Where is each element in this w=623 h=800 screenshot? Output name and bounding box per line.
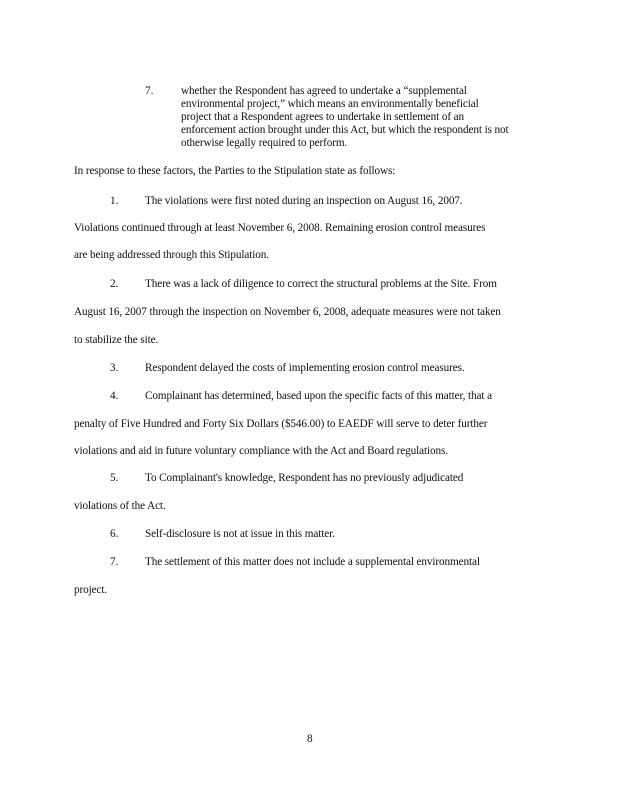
item-4-line-1: Complainant has determined, based upon the specific facts of this matter, that a <box>145 390 492 402</box>
item-1-line-3: are being addressed through this Stipulation. <box>74 249 269 261</box>
item-3-number: 3. <box>110 362 119 374</box>
item-1-line-2: Violations continued through at least November 6, 2008. Remaining erosion control measures <box>74 222 486 234</box>
item-4-line-3: violations and aid in future voluntary compliance with the Act and Board regulations. <box>74 445 448 457</box>
item-5-line-2: violations of the Act. <box>74 500 166 512</box>
factor-7-line-3: project that a Respondent agrees to undertake in settlement of an <box>181 111 465 123</box>
page-number: 8 <box>307 733 313 745</box>
item-1-number: 1. <box>110 195 119 207</box>
item-7-line-2: project. <box>74 584 108 596</box>
factor-7-line-2: environmental project,” which means an environmentally beneficial <box>181 98 479 110</box>
item-2-line-3: to stabilize the site. <box>74 334 159 346</box>
factor-7-line-4: enforcement action brought under this Act, but which the respondent is not <box>181 124 509 136</box>
item-6-line-1: Self-disclosure is not at issue in this matter. <box>145 528 335 540</box>
factor-7-line-5: otherwise legally required to perform. <box>181 137 348 149</box>
intro-sentence: In response to these factors, the Parties to the Stipulation state as follows: <box>74 165 396 177</box>
item-5-line-1: To Complainant's knowledge, Respondent has no previously adjudicated <box>145 472 464 484</box>
item-6-number: 6. <box>110 528 119 540</box>
item-2-line-1: There was a lack of diligence to correct the structural problems at the Site. From <box>145 278 497 290</box>
item-5-number: 5. <box>110 472 119 484</box>
item-4-line-2: penalty of Five Hundred and Forty Six Dollars ($546.00) to EAEDF will serve to deter further <box>74 418 488 430</box>
factor-7-number: 7. <box>145 85 154 97</box>
factor-7-line-1: whether the Respondent has agreed to undertake a “supplemental <box>181 85 467 97</box>
item-1-line-1: The violations were first noted during an inspection on August 16, 2007. <box>145 195 463 207</box>
item-2-number: 2. <box>110 278 119 290</box>
item-7-number: 7. <box>110 556 119 568</box>
item-3-line-1: Respondent delayed the costs of implementing erosion control measures. <box>145 362 465 374</box>
item-2-line-2: August 16, 2007 through the inspection on November 6, 2008, adequate measures were not taken <box>74 306 501 318</box>
item-4-number: 4. <box>110 390 119 402</box>
item-7-line-1: The settlement of this matter does not include a supplemental environmental <box>145 556 480 568</box>
